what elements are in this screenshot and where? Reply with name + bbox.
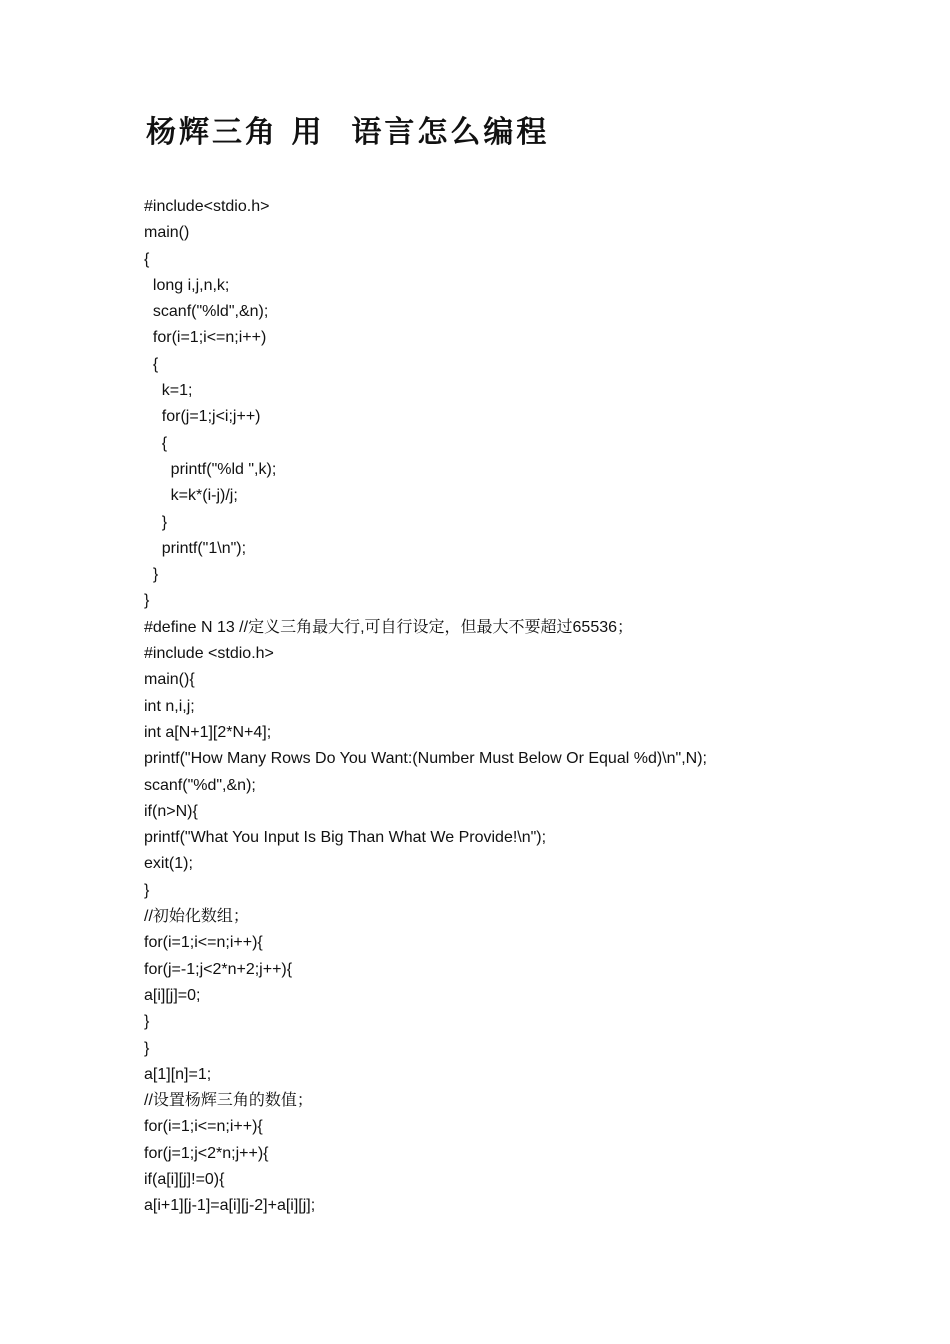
code-line: k=1; — [144, 382, 193, 400]
code-line: for(j=-1;j<2*n+2;j++){ — [144, 960, 293, 978]
code-line: a[i][j]=0; — [144, 986, 201, 1004]
code-line: long i,j,n,k; — [144, 276, 230, 294]
document-title: 杨辉三角 用 语言怎么编程 — [146, 115, 550, 150]
code-line: { — [144, 434, 168, 452]
code-line: int n,i,j; — [144, 697, 195, 715]
code-line: printf("%ld ",k); — [144, 460, 277, 478]
code-line: main(){ — [144, 671, 195, 689]
code-line: a[i+1][j-1]=a[i][j-2]+a[i][j]; — [144, 1197, 316, 1215]
code-line: exit(1); — [144, 855, 193, 873]
code-line: for(i=1;i<=n;i++){ — [144, 934, 263, 952]
code-line: printf("What You Input Is Big Than What We Provide!\n"); — [144, 829, 547, 847]
code-line: if(n>N){ — [144, 802, 198, 820]
code-line: printf("1\n"); — [144, 539, 247, 557]
code-block — [144, 194, 707, 1220]
code-line: #include <stdio.h> — [144, 645, 274, 663]
code-line: for(j=1;j<i;j++) — [144, 408, 261, 426]
code-line: a[1][n]=1; — [144, 1065, 212, 1083]
code-line: } — [144, 566, 159, 584]
code-line: { — [144, 250, 150, 268]
code-line: } — [144, 513, 168, 531]
code-line: } — [144, 881, 150, 899]
code-line: main() — [144, 224, 190, 242]
code-line: for(j=1;j<2*n;j++){ — [144, 1144, 269, 1162]
code-line: } — [144, 1013, 150, 1031]
code-line: { — [144, 355, 159, 373]
code-line: #define N 13 //定义三角最大行,可自行设定，但最大不要超过65536； — [144, 618, 634, 636]
code-line: printf("How Many Rows Do You Want:(Number Must Below Or Equal %d)\n",N); — [144, 750, 707, 768]
code-line: k=k*(i-j)/j; — [144, 487, 238, 505]
code-line: //初始化数组； — [144, 908, 249, 926]
code-line: } — [144, 1039, 150, 1057]
code-line: } — [144, 592, 150, 610]
code-line: int a[N+1][2*N+4]; — [144, 723, 272, 741]
code-line: for(i=1;i<=n;i++){ — [144, 1118, 263, 1136]
code-line: scanf("%d",&n); — [144, 776, 256, 794]
code-line: //设置杨辉三角的数值； — [144, 1092, 313, 1110]
code-line: scanf("%ld",&n); — [144, 303, 269, 321]
code-line: for(i=1;i<=n;i++) — [144, 329, 267, 347]
code-line: if(a[i][j]!=0){ — [144, 1170, 225, 1188]
code-line: #include<stdio.h> — [144, 198, 270, 215]
